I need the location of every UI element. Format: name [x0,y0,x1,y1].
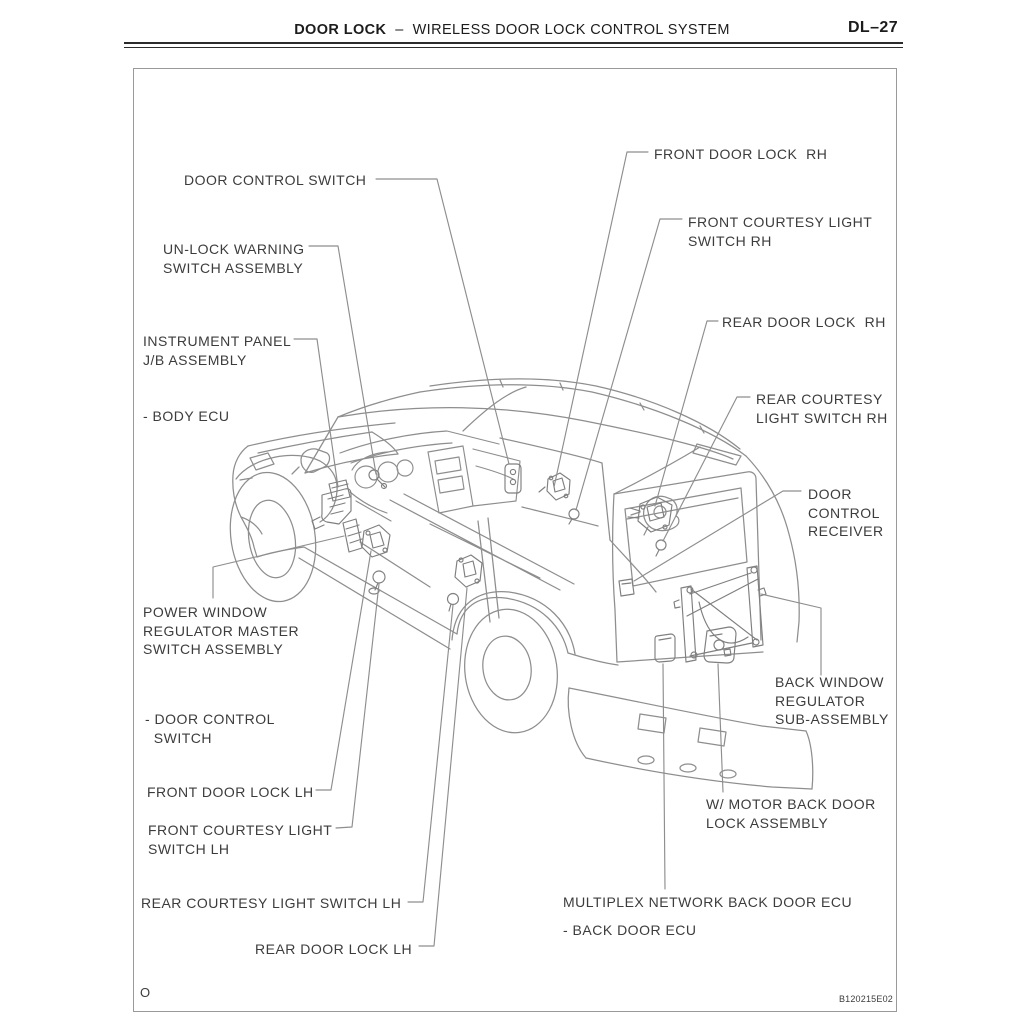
label-line: - BACK DOOR ECU [563,922,697,938]
label-line: BACK WINDOW [775,674,884,690]
label-line: SWITCH LH [148,840,230,857]
label-rear-door-lock-rh [722,313,886,332]
leader-instrument-panel-jb [294,339,338,487]
front-courtesy-light-switch-rh-glyph [569,509,579,524]
front-courtesy-light-switch-lh-glyph [369,571,385,594]
mirror [292,449,330,474]
label-line: SWITCH [145,729,212,746]
rear-bumper [569,688,806,731]
label-line: W/ MOTOR BACK DOOR [706,796,876,812]
header-section: DOOR LOCK [294,22,387,38]
vehicle-line-art [221,379,812,789]
label-unlock-warning-switch-assembly [163,240,305,277]
label-line: RECEIVER [808,523,884,540]
label-rear-courtesy-light-switch-lh [141,894,401,913]
label-line: LIGHT SWITCH RH [756,409,888,426]
label-line: SWITCH ASSEMBLY [143,641,284,658]
leader-front-courtesy-lh [336,584,379,828]
leader-door-control-switch [376,179,509,464]
gauge [378,462,398,482]
front-wheel [221,466,324,608]
label-line: REAR DOOR LOCK RH [722,314,886,330]
leader-unlock-warning [309,246,376,474]
label-door-control-receiver [808,485,884,541]
back-window-regulator-glyph [674,566,766,662]
rear-wheel [457,603,565,739]
label-line: - DOOR CONTROL [145,711,275,727]
label-line: FRONT COURTESY LIGHT [148,822,333,838]
label-multiplex-network-back-door-ecu [563,893,852,912]
label-line: DOOR CONTROL SWITCH [184,172,367,188]
label-front-door-lock-rh [654,145,827,164]
label-back-window-regulator-sub-assembly [775,673,889,729]
label-line: DOOR [808,486,852,502]
label-line: INSTRUMENT PANEL [143,333,292,349]
label-front-courtesy-light-switch-lh [148,821,332,858]
door-control-receiver-glyph [619,579,634,596]
label-line: FRONT DOOR LOCK LH [147,784,314,800]
leader-front-door-lock-lh [316,551,371,790]
label-line: POWER WINDOW [143,604,268,620]
rear-courtesy-light-switch-rh-glyph [656,540,666,556]
header-separator: – [395,22,404,38]
label-line: FRONT DOOR LOCK RH [654,146,828,162]
label-body-ecu [143,407,229,426]
label-line: J/B ASSEMBLY [143,351,247,368]
label-line: REGULATOR [775,692,866,709]
gauge [355,466,377,488]
label-door-control-switch [184,171,366,190]
label-front-door-lock-lh [147,783,314,802]
label-line: CONTROL [808,504,880,521]
label-back-door-ecu [563,921,697,940]
power-window-master-switch-glyph [312,489,362,552]
label-front-courtesy-light-switch-rh [688,213,872,250]
leader-back-window-regulator [761,594,821,675]
label-instrument-panel-jb-assembly [143,332,291,369]
leader-power-window-master [213,536,344,598]
figure-code: B120215E02 [838,994,893,1004]
leader-rear-courtesy-lh [408,605,453,902]
header-subtitle: WIRELESS DOOR LOCK CONTROL SYSTEM [412,22,730,38]
label-power-window-regulator-master-switch-assembly [143,603,299,659]
label-line: MULTIPLEX NETWORK BACK DOOR ECU [563,894,853,910]
tailgate [613,494,617,662]
label-line: REAR DOOR LOCK LH [255,941,413,957]
component-glyphs [312,464,766,663]
leader-front-door-lock-rh [554,152,648,487]
leader-door-control-receiver [634,491,801,581]
label-door-control-switch-sub [145,710,275,747]
label-line: REAR COURTESY [756,391,883,407]
label-line: LOCK ASSEMBLY [706,814,829,831]
footer-page-letter: O [140,985,151,1000]
back-door-lock-motor-glyph [704,627,736,663]
leader-rear-door-lock-lh [419,588,467,946]
label-line: SUB-ASSEMBLY [775,711,889,728]
label-line: UN-LOCK WARNING [163,241,305,257]
label-line: REGULATOR MASTER [143,622,300,639]
gauge [397,460,413,476]
label-rear-courtesy-light-switch-rh [756,390,888,427]
label-line: REAR COURTESY LIGHT SWITCH LH [141,895,402,911]
label-line: - BODY ECU [143,408,230,424]
label-rear-door-lock-lh [255,940,412,959]
rear-door-lock-lh-glyph [455,555,482,587]
label-w-motor-back-door-lock-assembly [706,795,876,832]
label-line: SWITCH RH [688,232,772,249]
label-line: FRONT COURTESY LIGHT [688,214,873,230]
leader-multiplex-ecu [663,664,665,889]
page-number: DL–27 [847,19,898,36]
label-line: SWITCH ASSEMBLY [163,259,304,276]
